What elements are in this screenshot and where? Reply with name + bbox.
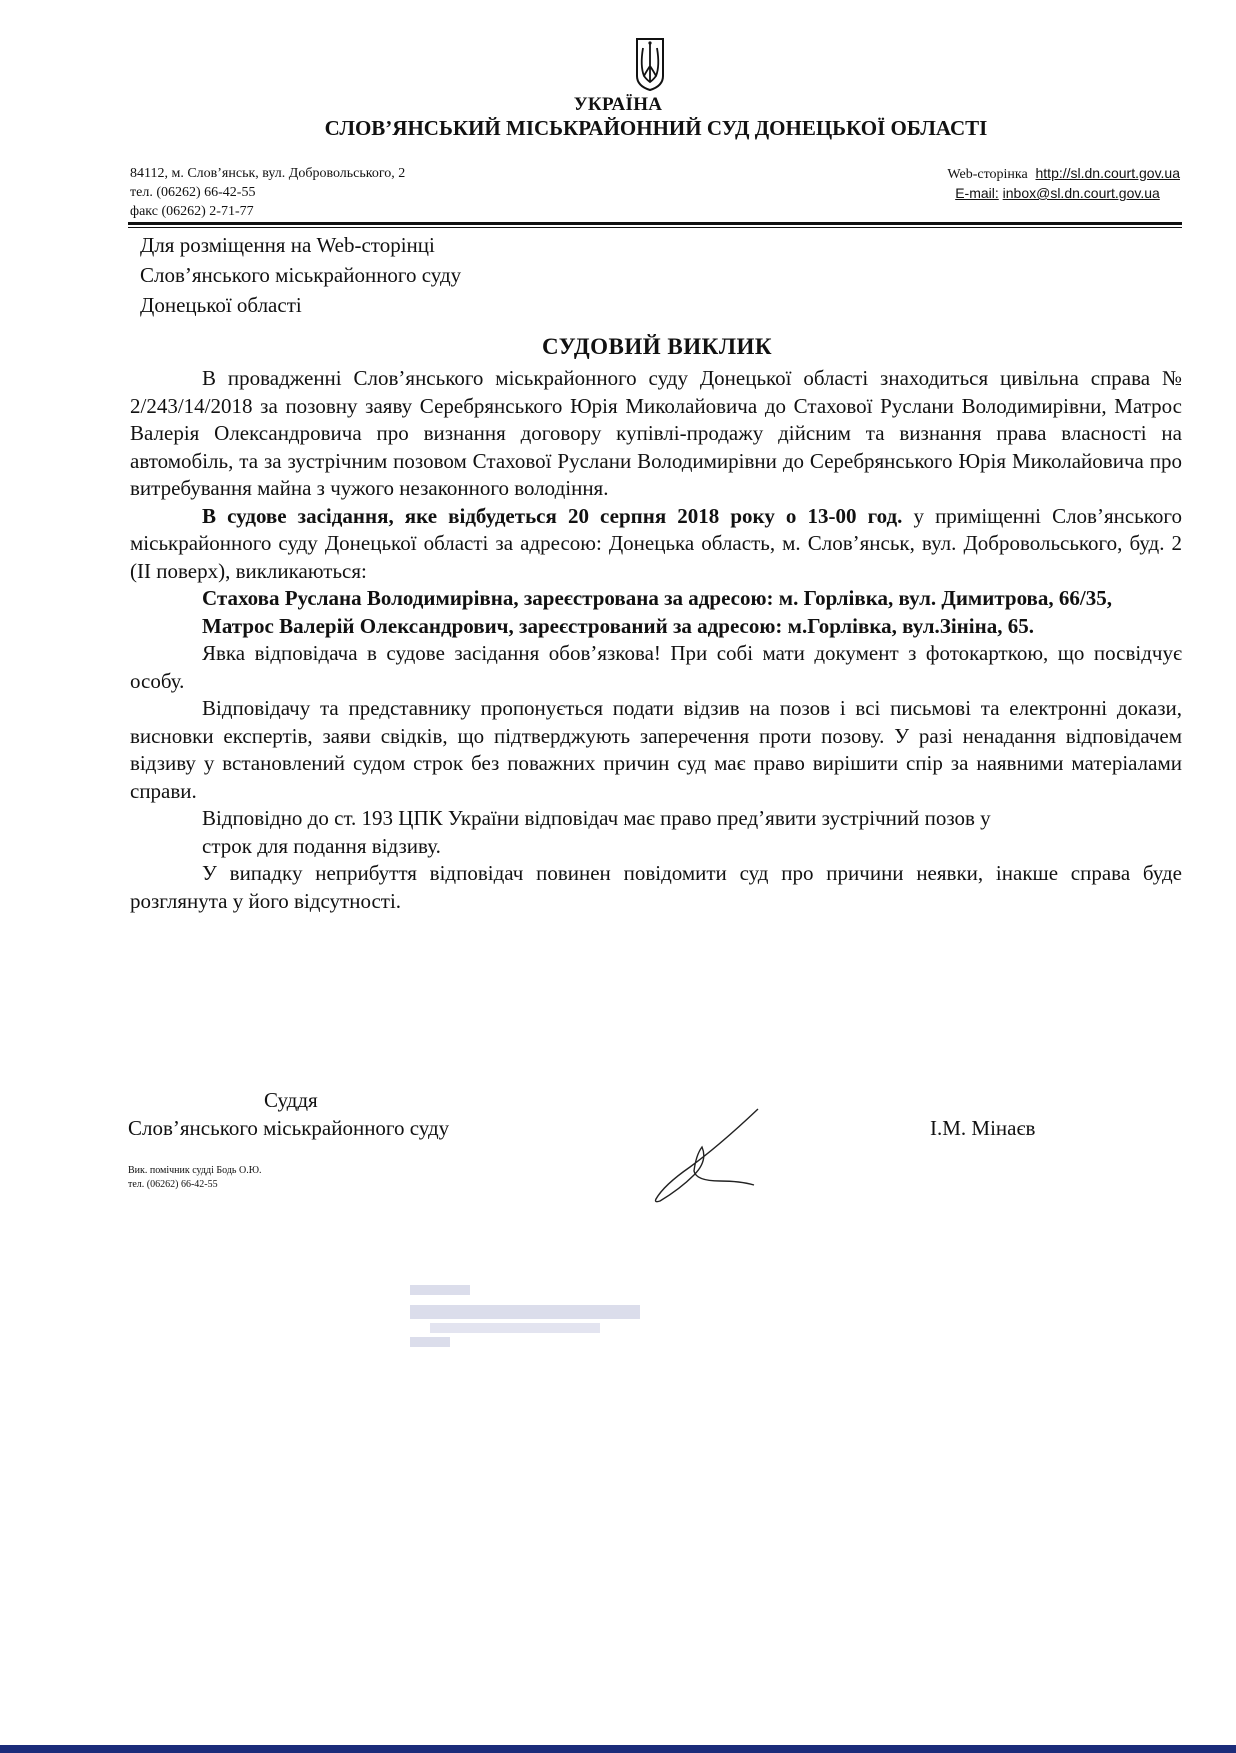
header-divider-thick bbox=[128, 222, 1182, 225]
paragraph-summoned-2 bbox=[130, 613, 1182, 641]
paragraph-attendance: Явка відповідача в судове засідання обов’язкова! При собі мати документ з фотокарткою, що посвідчує особу. bbox=[130, 641, 1182, 693]
email-label: E-mail: bbox=[955, 185, 999, 201]
country-heading: УКРАЇНА bbox=[573, 94, 663, 115]
court-address: 84112, м. Слов’янськ, вул. Добровольського, 2 bbox=[130, 166, 406, 181]
summoned-person-1: Стахова Руслана Володимирівна, зареєстрована за адресою: м. Горлівка, вул. Димитрова, 66/35, bbox=[202, 586, 1112, 610]
paragraph-case: В провадженні Слов’янського міськрайонного суду Донецької області знаходиться цивільна справа № 2/243/14/2018 за позовну заяву Серебрянського Юрія Миколайовича до Стахової Руслани Володимирівни, Матрос Валерія Олександровича про визнання договору купівлі-продажу дійсним та визнання права власності на автомобіль, та за зустрічним позовом Стахової Руслани Володимирівни до Серебрянського Юрія Миколайовича про витребування майна з чужого незаконного володіння. bbox=[130, 366, 1182, 500]
hearing-location-text: у приміщенні Слов’янського міськрайонного суду Донецької області за адресою: Донецька область, м. Слов’янськ, вул. Добровольського, буд. 2 (ІІ поверх), викликаються: bbox=[130, 503, 1182, 583]
paragraph-hearing bbox=[130, 503, 1182, 586]
email-line bbox=[947, 184, 1180, 203]
judge-name: І.М. Мінаєв bbox=[930, 1116, 1036, 1140]
placement-line: Донецької області bbox=[140, 293, 302, 317]
court-contacts bbox=[130, 164, 405, 221]
web-label: Web-сторінка bbox=[947, 167, 1028, 182]
trident-emblem-icon bbox=[634, 36, 666, 92]
faded-stamp-mark bbox=[410, 1275, 640, 1375]
summoned-person-2: Матрос Валерій Олександрович, зареєстрований за адресою: м.Горлівка, вул.Зініна, 65. bbox=[202, 613, 1034, 638]
document-title: СУДОВИЙ ВИКЛИК bbox=[541, 334, 773, 359]
paragraph-counterclaim-cont: строк для подання відзиву. bbox=[202, 833, 441, 858]
placement-line: Для розміщення на Web-сторінці bbox=[140, 233, 435, 257]
court-web-contacts bbox=[947, 164, 1180, 203]
paragraph-counterclaim: Відповідно до ст. 193 ЦПК України відповідач має право пред’явити зустрічний позов у bbox=[202, 806, 991, 830]
document-body bbox=[130, 365, 1182, 915]
court-phone: тел. (06262) 66-42-55 bbox=[130, 185, 256, 200]
judge-court-label: Слов’янського міськрайонного суду bbox=[128, 1116, 450, 1140]
executor-phone: тел. (06262) 66-42-55 bbox=[128, 1179, 218, 1190]
placement-line: Слов’янського міськрайонного суду bbox=[140, 263, 462, 287]
hearing-date-text: В судове засідання, яке відбудеться 20 серпня 2018 року о 13-00 год. bbox=[202, 503, 903, 528]
handwritten-signature bbox=[650, 1105, 770, 1205]
paragraph-absence: У випадку неприбуття відповідач повинен повідомити суд про причини неявки, інакше справа буде розглянута у його відсутності. bbox=[130, 861, 1182, 913]
header-divider-thin bbox=[128, 227, 1182, 228]
executor-note bbox=[128, 1164, 261, 1192]
executor-name: Вик. помічник судді Бодь О.Ю. bbox=[128, 1165, 262, 1176]
placement-note bbox=[140, 230, 461, 320]
web-link[interactable]: http://sl.dn.court.gov.ua bbox=[1035, 165, 1180, 181]
email-link[interactable]: inbox@sl.dn.court.gov.ua bbox=[1002, 185, 1160, 201]
scan-edge bbox=[0, 1745, 1236, 1753]
web-line bbox=[947, 164, 1180, 184]
judge-label: Суддя bbox=[264, 1088, 318, 1112]
court-fax: факс (06262) 2-71-77 bbox=[130, 204, 254, 219]
paragraph-response: Відповідачу та представнику пропонується подати відзив на позов і всі письмові та електронні докази, висновки експертів, заяви свідків, що підтверджують заперечення проти позову. У разі ненадання відповідачем відзиву у встановлений судом строк без поважних причин суд має право вирішити спір за наявними матеріалами справи. bbox=[130, 696, 1182, 803]
court-name-heading: СЛОВ’ЯНСЬКИЙ МІСЬКРАЙОННИЙ СУД ДОНЕЦЬКОЇ ОБЛАСТІ bbox=[324, 116, 988, 140]
paragraph-summoned-1 bbox=[130, 585, 1182, 613]
